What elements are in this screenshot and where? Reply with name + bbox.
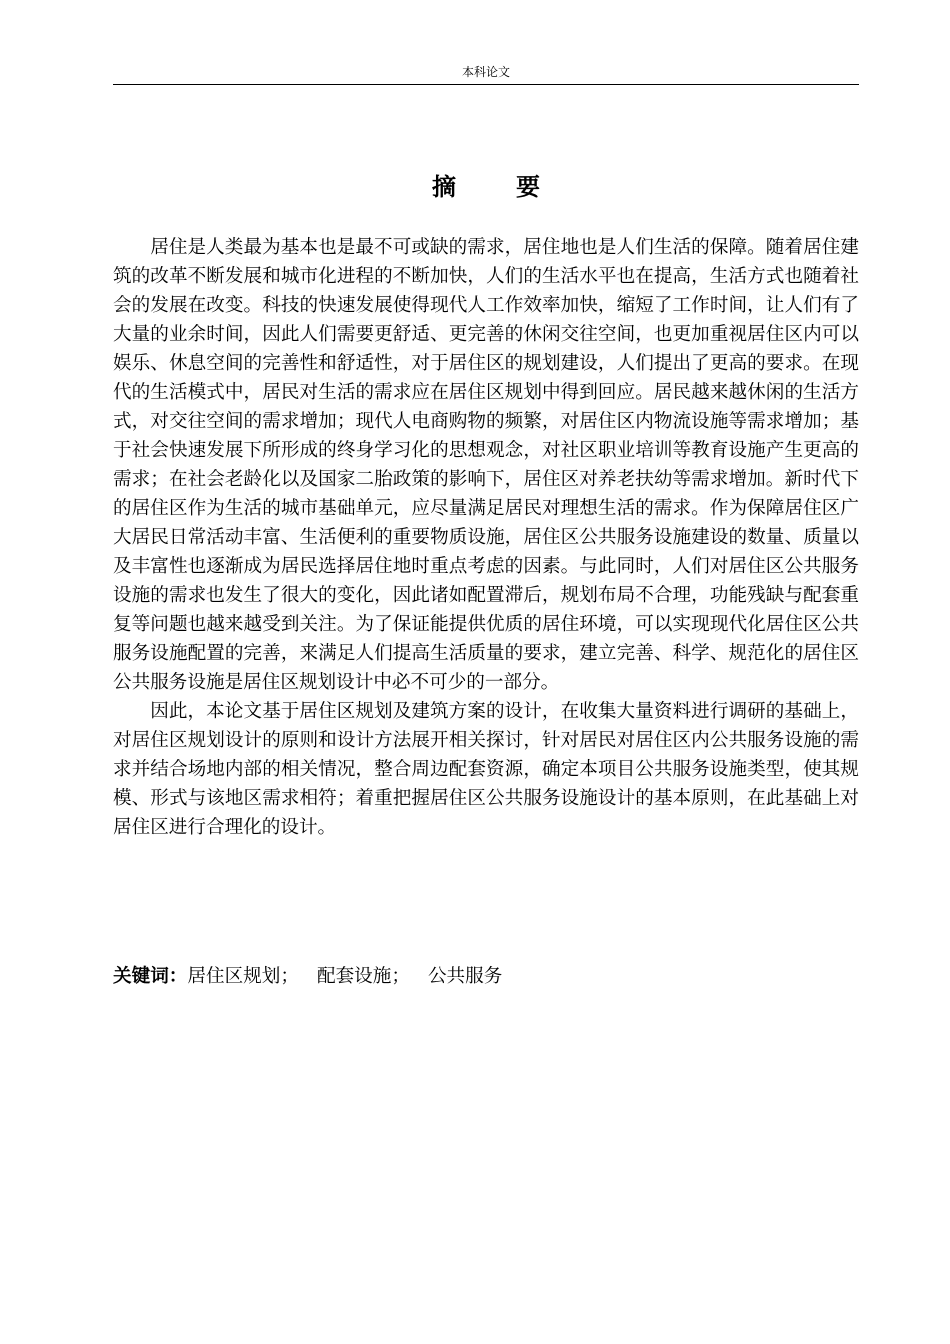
keywords-label: 关键词：: [113, 966, 188, 987]
abstract-title: 摘要: [432, 173, 600, 201]
keyword-3: 公共服务: [427, 966, 503, 987]
abstract-paragraph-2: 因此，本论文基于居住区规划及建筑方案的设计，在收集大量资料进行调研的基础上，对居住区规划设计的原则和设计方法展开相关探讨，针对居民对居住区内公共服务设施的需求并结合场地内部的相关情况，整合周边配套资源，确定本项目公共服务设施类型，使其规模、形式与该地区需求相符；着重把握居住区公共服务设施设计的基本原则，在此基础上对居住区进行合理化的设计。: [113, 701, 859, 838]
running-header: 本科论文: [461, 65, 510, 79]
keywords-line: [113, 962, 859, 991]
keyword-2: 配套设施；: [316, 966, 410, 987]
header-rule: [113, 84, 859, 85]
keyword-1: 居住区规划；: [187, 966, 299, 987]
abstract-paragraph-1: 居住是人类最为基本也是最不可或缺的需求，居住地也是人们生活的保障。随着居住建筑的改革不断发展和城市化进程的不断加快，人们的生活水平也在提高，生活方式也随着社会的发展在改变。科技的快速发展使得现代人工作效率加快，缩短了工作时间，让人们有了大量的业余时间，因此人们需要更舒适、更完善的休闲交往空间，也更加重视居住区内可以娱乐、休息空间的完善性和舒适性，对于居住区的规划建设，人们提出了更高的要求。在现代的生活模式中，居民对生活的需求应在居住区规划中得到回应。居民越来越休闲的生活方式，对交往空间的需求增加；现代人电商购物的频繁，对居住区内物流设施等需求增加；基于社会快速发展下所形成的终身学习化的思想观念，对社区职业培训等教育设施产生更高的需求；在社会老龄化以及国家二胎政策的影响下，居住区对养老扶幼等需求增加。新时代下的居住区作为生活的城市基础单元，应尽量满足居民对理想生活的需求。作为保障居住区广大居民日常活动丰富、生活便利的重要物质设施，居住区公共服务设施建设的数量、质量以及丰富性也逐渐成为居民选择居住地时重点考虑的因素。与此同时，人们对居住区公共服务设施的需求也发生了很大的变化，因此诸如配置滞后，规划布局不合理，功能残缺与配套重复等问题也越来越受到关注。为了保证能提供优质的居住环境，可以实现现代化居住区公共服务设施配置的完善，来满足人们提高生活质量的要求，建立完善、科学、规范化的居住区公共服务设施是居住区规划设计中必不可少的一部分。: [113, 237, 859, 693]
abstract-body: [113, 233, 859, 842]
